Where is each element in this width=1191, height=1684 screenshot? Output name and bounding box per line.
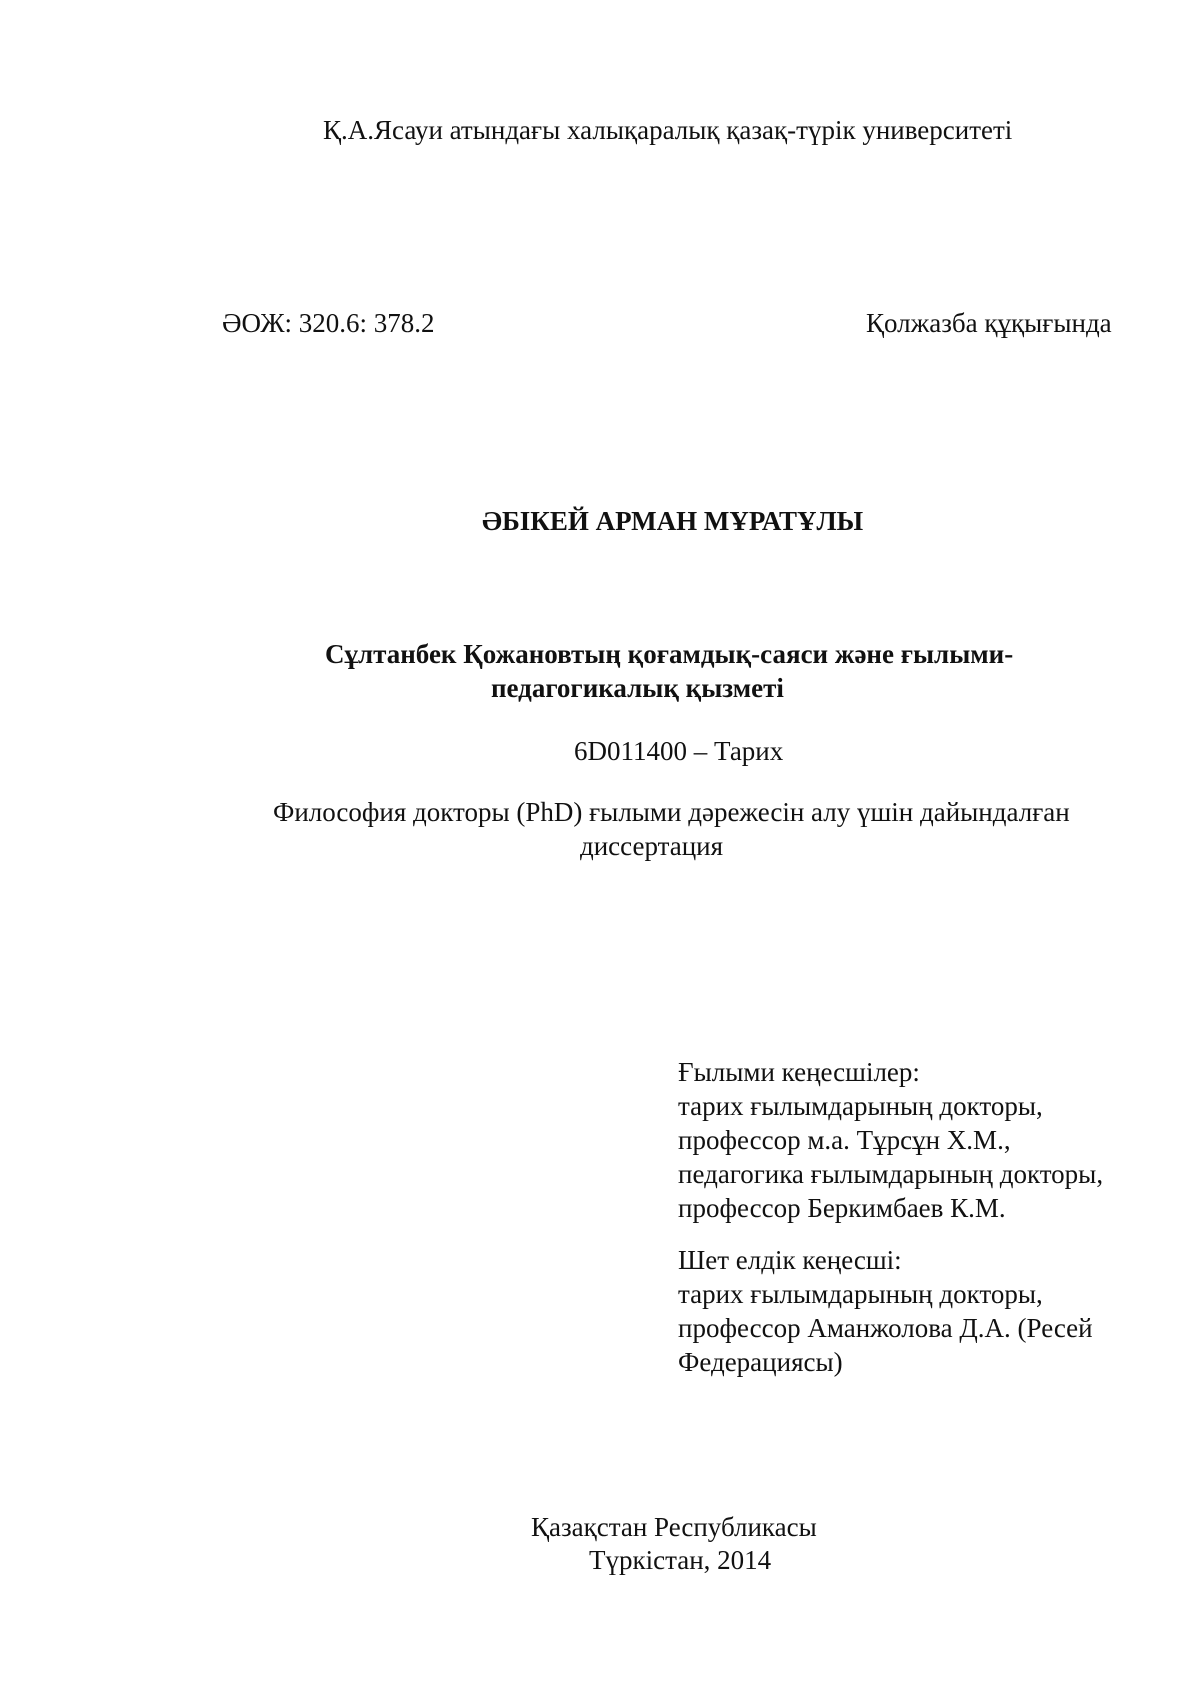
advisors-block <box>678 1055 1103 1379</box>
degree-line-1: Философия докторы (PhD) ғылыми дәрежесін алу үшін дайындалған <box>273 797 1070 827</box>
footer-country: Қазақстан Республикасы <box>531 1512 817 1542</box>
udc-code: ӘОЖ: 320.6: 378.2 <box>222 308 435 338</box>
advisor-line: педагогика ғылымдарының докторы, <box>678 1159 1104 1189</box>
dissertation-title-line-1: Сұлтанбек Қожановтың қоғамдық-саяси және ғылыми- <box>325 639 1014 669</box>
footer-city-year: Түркістан, 2014 <box>589 1545 772 1575</box>
foreign-advisor-line: Федерациясы) <box>678 1347 843 1377</box>
university-name: Қ.А.Ясауи атындағы халықаралық қазақ-түрік университеті <box>323 115 1013 145</box>
advisor-line: тарих ғылымдарының докторы, <box>678 1091 1043 1121</box>
dissertation-title-line-2: педагогикалық қызметі <box>491 673 784 703</box>
foreign-advisor-line: профессор Аманжолова Д.А. (Ресей <box>678 1313 1093 1343</box>
manuscript-rights-note: Қолжазба құқығында <box>866 308 1112 338</box>
degree-line-2: диссертация <box>580 831 724 861</box>
foreign-advisor-heading: Шет елдік кеңесші: <box>678 1245 902 1275</box>
author-name: ӘБІКЕЙ АРМАН МҰРАТҰЛЫ <box>482 506 864 536</box>
specialty-code: 6D011400 – Тарих <box>574 736 784 766</box>
advisors-heading: Ғылыми кеңесшілер: <box>678 1057 920 1087</box>
advisor-line: профессор м.а. Тұрсұн Х.М., <box>678 1125 1011 1155</box>
advisor-line: профессор Беркимбаев К.М. <box>678 1193 1006 1223</box>
foreign-advisor-line: тарих ғылымдарының докторы, <box>678 1279 1043 1309</box>
